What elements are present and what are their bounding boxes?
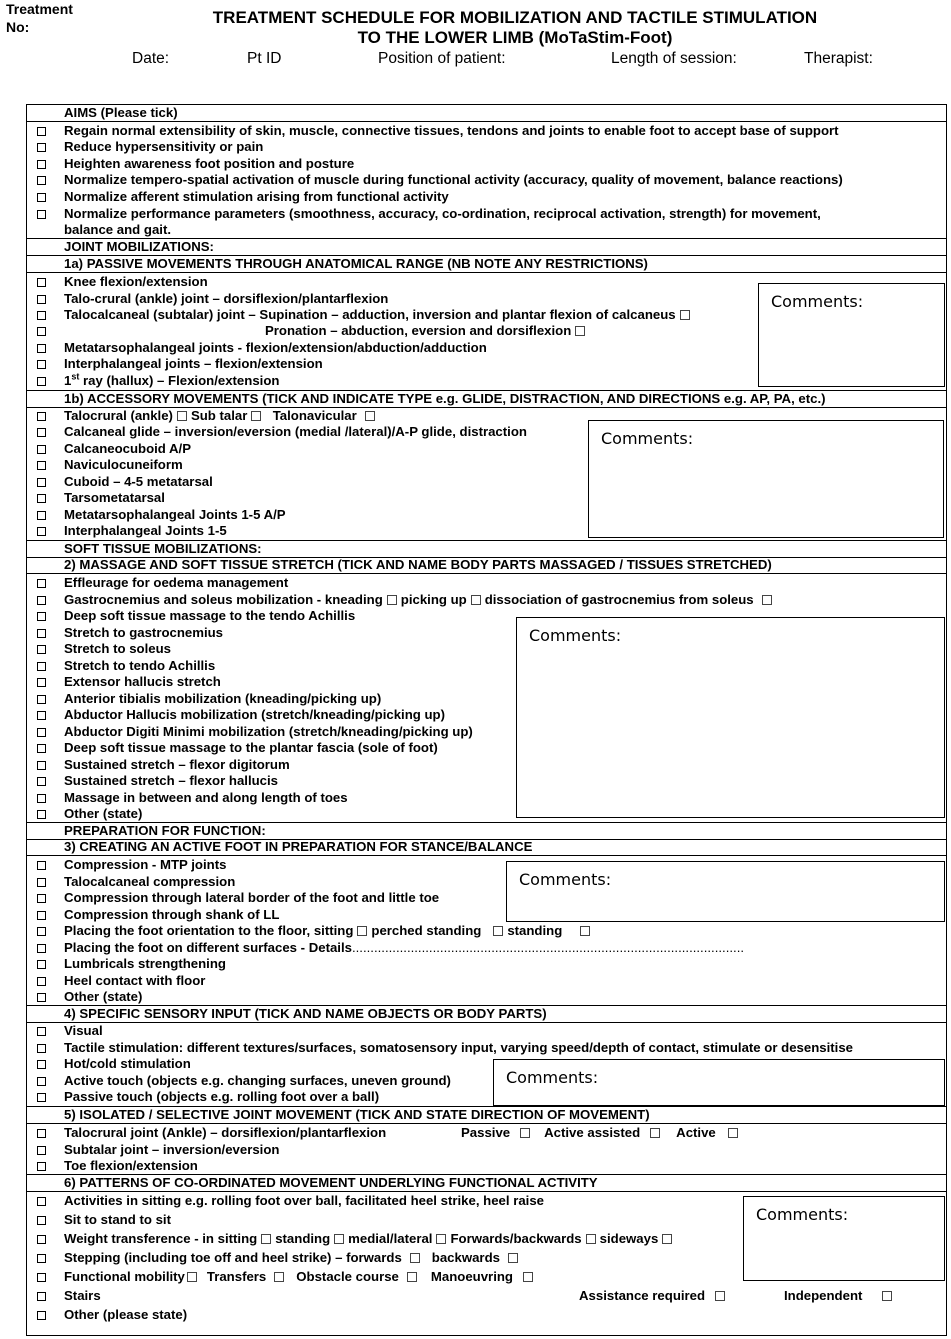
checkbox[interactable]: [37, 744, 46, 753]
joint-mobilizations-heading: [27, 238, 946, 256]
comments-box[interactable]: [493, 1059, 945, 1106]
item-label: Talocrural (ankle): [64, 408, 173, 423]
item-label: Forwards/backwards: [450, 1231, 582, 1246]
subsection-heading: 1a) PASSIVE MOVEMENTS THROUGH ANATOMICAL RANGE (NB NOTE ANY RESTRICTIONS): [64, 256, 648, 271]
inline-checkbox[interactable]: [274, 1272, 284, 1282]
checkbox[interactable]: [37, 412, 46, 421]
item-label: balance and gait.: [64, 222, 171, 237]
checkbox[interactable]: [37, 311, 46, 320]
item-label: Compression through shank of LL: [64, 907, 280, 922]
checkbox[interactable]: [37, 377, 46, 386]
checkbox[interactable]: [37, 461, 46, 470]
item-label: dissociation of gastrocnemius from soleus: [484, 592, 754, 607]
item-label: Other (state): [64, 989, 143, 1004]
comments-box[interactable]: [516, 617, 945, 818]
item-label: Tarsometatarsal: [64, 490, 165, 505]
sensory-input-heading: [27, 1005, 946, 1023]
item-label: Interphalangeal joints – flexion/extension: [64, 356, 323, 371]
item-label: Abductor Hallucis mobilization (stretch/kneading/picking up): [64, 707, 446, 722]
item-label: Weight transference - in sitting: [64, 1231, 258, 1246]
treatment-form: [26, 104, 947, 1336]
subsection-heading: 4) SPECIFIC SENSORY INPUT (TICK AND NAME OBJECTS OR BODY PARTS): [64, 1006, 547, 1021]
checkbox[interactable]: [37, 360, 46, 369]
item-label: Calcaneal glide – inversion/eversion (medial /lateral)/A-P glide, distraction: [64, 424, 527, 439]
item-label: Gastrocnemius and soleus mobilization - kneading: [64, 592, 383, 607]
checkbox[interactable]: [37, 428, 46, 437]
subsection-heading: 3) CREATING AN ACTIVE FOOT IN PREPARATION FOR STANCE/BALANCE: [64, 839, 533, 854]
checkbox[interactable]: [37, 777, 46, 786]
checkbox[interactable]: [37, 645, 46, 654]
checkbox[interactable]: [37, 160, 46, 169]
active-label: Active: [676, 1125, 716, 1140]
item-label: Anterior tibialis mobilization (kneading/picking up): [64, 691, 382, 706]
item-label: Subtalar joint – inversion/eversion: [64, 1142, 280, 1157]
assistance-options: [579, 1288, 729, 1304]
item-label: medial/lateral: [348, 1231, 433, 1246]
item-label: Pronation – abduction, eversion and dorsiflexion: [265, 323, 572, 338]
inline-checkbox[interactable]: [575, 326, 585, 336]
item-label: Normalize tempero-spatial activation of muscle during functional activity (accuracy, quality of movement, balance reactions): [64, 172, 843, 187]
checkbox[interactable]: [37, 977, 46, 986]
item-label: Stairs: [64, 1288, 101, 1303]
checkbox[interactable]: [37, 894, 46, 903]
item-label: Normalize afferent stimulation arising from functional activity: [64, 189, 449, 204]
title-line-1: TREATMENT SCHEDULE FOR MOBILIZATION AND TACTILE STIMULATION: [212, 8, 818, 27]
checkbox[interactable]: [37, 176, 46, 185]
checkbox[interactable]: [37, 810, 46, 819]
item-label: Compression through lateral border of the foot and little toe: [64, 890, 440, 905]
item-label: Other (state): [64, 806, 143, 821]
checkbox[interactable]: [37, 678, 46, 687]
checkbox[interactable]: [37, 278, 46, 287]
active-assisted-checkbox[interactable]: [650, 1128, 660, 1138]
item-label: Other (please state): [64, 1307, 188, 1322]
ordinal-suffix: st: [71, 371, 80, 382]
item-label: Normalize performance parameters (smoothness, accuracy, co-ordination, reciprocal activation, strength) for movement,: [64, 206, 821, 221]
inline-checkbox[interactable]: [586, 1234, 596, 1244]
item-label: Deep soft tissue massage to the plantar fascia (sole of foot): [64, 740, 438, 755]
checkbox[interactable]: [37, 1273, 46, 1282]
checkbox[interactable]: [37, 596, 46, 605]
inline-checkbox[interactable]: [407, 1272, 417, 1282]
inline-checkbox[interactable]: [508, 1253, 518, 1263]
item-label: Active touch (objects e.g. changing surfaces, uneven ground): [64, 1073, 451, 1088]
treatment-label: Treatment: [6, 1, 73, 17]
movement-options: [461, 1125, 742, 1141]
details-dotted-line[interactable]: ...........................................................................................................: [351, 940, 745, 955]
ray-number: 1: [64, 373, 72, 388]
checkbox[interactable]: [37, 1044, 46, 1053]
item-label: Heel contact with floor: [64, 973, 206, 988]
checkbox[interactable]: [37, 761, 46, 770]
item-label: Visual: [64, 1023, 103, 1038]
checkbox[interactable]: [37, 993, 46, 1002]
checkbox[interactable]: [37, 927, 46, 936]
checkbox[interactable]: [37, 1060, 46, 1069]
item-label: Extensor hallucis stretch: [64, 674, 221, 689]
comments-box[interactable]: [758, 283, 945, 387]
date-field[interactable]: Date:: [132, 50, 170, 67]
comments-label: Comments:: [519, 870, 612, 889]
item-label: Metatarsophalangeal joints - flexion/extension/abduction/adduction: [64, 340, 487, 355]
section-heading: PREPARATION FOR FUNCTION:: [64, 823, 266, 838]
item-label: Massage in between and along length of toes: [64, 790, 348, 805]
comments-label: Comments:: [529, 626, 622, 645]
item-label: Transfers: [206, 1269, 267, 1284]
item-label: Metatarsophalangeal Joints 1-5 A/P: [64, 507, 286, 522]
item-label: Manoeuvring: [430, 1269, 513, 1284]
accessory-movements-heading: [27, 390, 946, 408]
inline-checkbox[interactable]: [662, 1234, 672, 1244]
therapist-field[interactable]: Therapist:: [804, 50, 873, 67]
checkbox[interactable]: [37, 527, 46, 536]
comments-label: Comments:: [756, 1205, 849, 1224]
isolated-movement-heading: [27, 1106, 946, 1124]
coordinated-movement-heading: [27, 1174, 946, 1192]
passive-label: Passive: [461, 1125, 511, 1140]
checkbox[interactable]: [37, 143, 46, 152]
assistance-label: Assistance required: [579, 1288, 706, 1303]
item-label: Sit to stand to sit: [64, 1212, 171, 1227]
inline-checkbox[interactable]: [357, 926, 367, 936]
subsection-heading: 5) ISOLATED / SELECTIVE JOINT MOVEMENT (TICK AND STATE DIRECTION OF MOVEMENT): [64, 1107, 650, 1122]
inline-checkbox[interactable]: [251, 411, 261, 421]
item-label: Talocalcaneal compression: [64, 874, 236, 889]
item-label: Obstacle course: [296, 1269, 399, 1284]
item-label: Reduce hypersensitivity or pain: [64, 139, 264, 154]
section-heading: JOINT MOBILIZATIONS:: [64, 239, 214, 254]
item-label: standing: [275, 1231, 331, 1246]
checkbox[interactable]: [37, 695, 46, 704]
comments-box[interactable]: [506, 861, 945, 922]
checkbox[interactable]: [37, 127, 46, 136]
comments-box[interactable]: [743, 1196, 945, 1281]
inline-checkbox[interactable]: [177, 411, 187, 421]
item-label: Talocrural joint (Ankle) – dorsiflexion/plantarflexion: [64, 1125, 387, 1140]
form-header: [0, 0, 951, 100]
aims-heading: [27, 105, 946, 122]
checkbox[interactable]: [37, 1077, 46, 1086]
inline-checkbox[interactable]: [410, 1253, 420, 1263]
independent-checkbox[interactable]: [882, 1291, 892, 1301]
item-label: Deep soft tissue massage to the tendo Achillis: [64, 608, 356, 623]
item-label: Hot/cold stimulation: [64, 1056, 191, 1071]
comments-label: Comments:: [601, 429, 694, 448]
item-label: Talo-crural (ankle) joint – dorsiflexion/plantarflexion: [64, 291, 389, 306]
active-assisted-label: Active assisted: [544, 1125, 641, 1140]
checkbox[interactable]: [37, 1146, 46, 1155]
checkbox[interactable]: [37, 210, 46, 219]
checkbox[interactable]: [37, 1129, 46, 1138]
item-label: Sustained stretch – flexor hallucis: [64, 773, 279, 788]
checkbox[interactable]: [37, 344, 46, 353]
assistance-checkbox[interactable]: [715, 1291, 725, 1301]
item-label: Placing the foot orientation to the floor, sitting: [64, 923, 354, 938]
checkbox[interactable]: [37, 711, 46, 720]
independent-option: [784, 1288, 896, 1304]
inline-checkbox[interactable]: [680, 310, 690, 320]
subsection-heading: 1b) ACCESSORY MOVEMENTS (TICK AND INDICATE TYPE e.g. GLIDE, DISTRACTION, AND DIRECTIONS e.g. AP, PA, etc.): [64, 391, 826, 406]
passive-checkbox[interactable]: [520, 1128, 530, 1138]
inline-checkbox[interactable]: [334, 1234, 344, 1244]
preparation-heading: [27, 822, 946, 840]
checkbox[interactable]: [37, 295, 46, 304]
item-label: picking up: [400, 592, 467, 607]
item-label: Stretch to gastrocnemius: [64, 625, 224, 640]
item-label: ray (hallux) – Flexion/extension: [83, 373, 280, 388]
checkbox[interactable]: [37, 612, 46, 621]
checkbox[interactable]: [37, 629, 46, 638]
item-label: Placing the foot on different surfaces - Details: [64, 940, 352, 955]
checkbox[interactable]: [37, 662, 46, 671]
item-label: Naviculocuneiform: [64, 457, 183, 472]
patient-position-field[interactable]: Position of patient:: [378, 50, 506, 67]
item-label: Knee flexion/extension: [64, 274, 208, 289]
checkbox[interactable]: [37, 327, 46, 336]
item-label: Effleurage for oedema management: [64, 575, 289, 590]
comments-box[interactable]: [588, 420, 944, 538]
no-label: No:: [6, 19, 30, 35]
item-label: Compression - MTP joints: [64, 857, 227, 872]
checkbox[interactable]: [37, 1311, 46, 1320]
checkbox[interactable]: [37, 445, 46, 454]
item-label: Sustained stretch – flexor digitorum: [64, 757, 290, 772]
item-label: Calcaneocuboid A/P: [64, 441, 192, 456]
independent-label: Independent: [784, 1288, 863, 1303]
massage-stretch-heading: [27, 557, 946, 574]
checkbox[interactable]: [37, 1162, 46, 1171]
inline-checkbox[interactable]: [493, 926, 503, 936]
checkbox[interactable]: [37, 1292, 46, 1301]
item-label: Stepping (including toe off and heel strike) – forwards: [64, 1250, 402, 1265]
checkbox[interactable]: [37, 911, 46, 920]
item-label: Sub talar: [190, 408, 248, 423]
comments-label: Comments:: [506, 1068, 599, 1087]
checkbox[interactable]: [37, 728, 46, 737]
item-label: Talonavicular: [272, 408, 357, 423]
checkbox[interactable]: [37, 794, 46, 803]
item-label: Abductor Digiti Minimi mobilization (stretch/kneading/picking up): [64, 724, 473, 739]
item-label: perched standing: [371, 923, 482, 938]
session-length-field[interactable]: Length of session:: [611, 50, 737, 67]
section-heading: SOFT TISSUE MOBILIZATIONS:: [64, 541, 262, 556]
checkbox[interactable]: [37, 861, 46, 870]
item-label: Stretch to tendo Achillis: [64, 658, 216, 673]
item-label: standing: [507, 923, 563, 938]
inline-checkbox[interactable]: [187, 1272, 197, 1282]
item-label: Toe flexion/extension: [64, 1158, 198, 1173]
item-label: Talocalcaneal (subtalar) joint – Supination – adduction, inversion and plantar flexion of calcaneus: [64, 307, 676, 322]
inline-checkbox[interactable]: [471, 595, 481, 605]
inline-checkbox[interactable]: [580, 926, 590, 936]
checkbox[interactable]: [37, 494, 46, 503]
section-heading: AIMS (Please tick): [64, 105, 178, 120]
active-checkbox[interactable]: [728, 1128, 738, 1138]
item-label: Heighten awareness foot position and posture: [64, 156, 355, 171]
checkbox[interactable]: [37, 1254, 46, 1263]
inline-checkbox[interactable]: [762, 595, 772, 605]
item-label: Stretch to soleus: [64, 641, 171, 656]
passive-movements-heading: [27, 256, 946, 273]
title-line-2: TO THE LOWER LIMB (MoTaStim-Foot): [357, 28, 673, 47]
item-label: Activities in sitting e.g. rolling foot over ball, facilitated heel strike, heel raise: [64, 1193, 545, 1208]
checkbox[interactable]: [37, 878, 46, 887]
active-foot-heading: [27, 839, 946, 856]
item-label: Functional mobility: [64, 1269, 185, 1284]
comments-label: Comments:: [771, 292, 864, 311]
item-label: Passive touch (objects e.g. rolling foot over a ball): [64, 1089, 380, 1104]
checkbox[interactable]: [37, 1027, 46, 1036]
checkbox[interactable]: [37, 1235, 46, 1244]
item-label: Lumbricals strengthening: [64, 956, 226, 971]
inline-checkbox[interactable]: [387, 595, 397, 605]
checkbox[interactable]: [37, 944, 46, 953]
subsection-heading: 2) MASSAGE AND SOFT TISSUE STRETCH (TICK AND NAME BODY PARTS MASSAGED / TISSUES STRETCHED): [64, 557, 772, 572]
item-label: Interphalangeal Joints 1-5: [64, 523, 227, 538]
patient-id-field[interactable]: Pt ID: [247, 50, 282, 67]
subsection-heading: 6) PATTERNS OF CO-ORDINATED MOVEMENT UNDERLYING FUNCTIONAL ACTIVITY: [64, 1175, 598, 1190]
checkbox[interactable]: [37, 511, 46, 520]
checkbox[interactable]: [37, 579, 46, 588]
item-label: Cuboid – 4-5 metatarsal: [64, 474, 213, 489]
soft-tissue-heading: [27, 540, 946, 558]
inline-checkbox[interactable]: [365, 411, 375, 421]
inline-checkbox[interactable]: [523, 1272, 533, 1282]
checkbox[interactable]: [37, 960, 46, 969]
inline-checkbox[interactable]: [436, 1234, 446, 1244]
inline-checkbox[interactable]: [261, 1234, 271, 1244]
item-label: Regain normal extensibility of skin, muscle, connective tissues, tendons and joints to enable foot to accept base of support: [64, 123, 839, 138]
checkbox[interactable]: [37, 1093, 46, 1102]
checkbox[interactable]: [37, 1197, 46, 1206]
checkbox[interactable]: [37, 193, 46, 202]
item-label: backwards: [431, 1250, 500, 1265]
checkbox[interactable]: [37, 478, 46, 487]
treatment-number-label: [6, 0, 86, 36]
checkbox[interactable]: [37, 1216, 46, 1225]
item-label: sideways: [599, 1231, 659, 1246]
item-label: Tactile stimulation: different textures/surfaces, somatosensory input, varying speed/depth of contact, stimulate or desensitise: [64, 1040, 853, 1055]
